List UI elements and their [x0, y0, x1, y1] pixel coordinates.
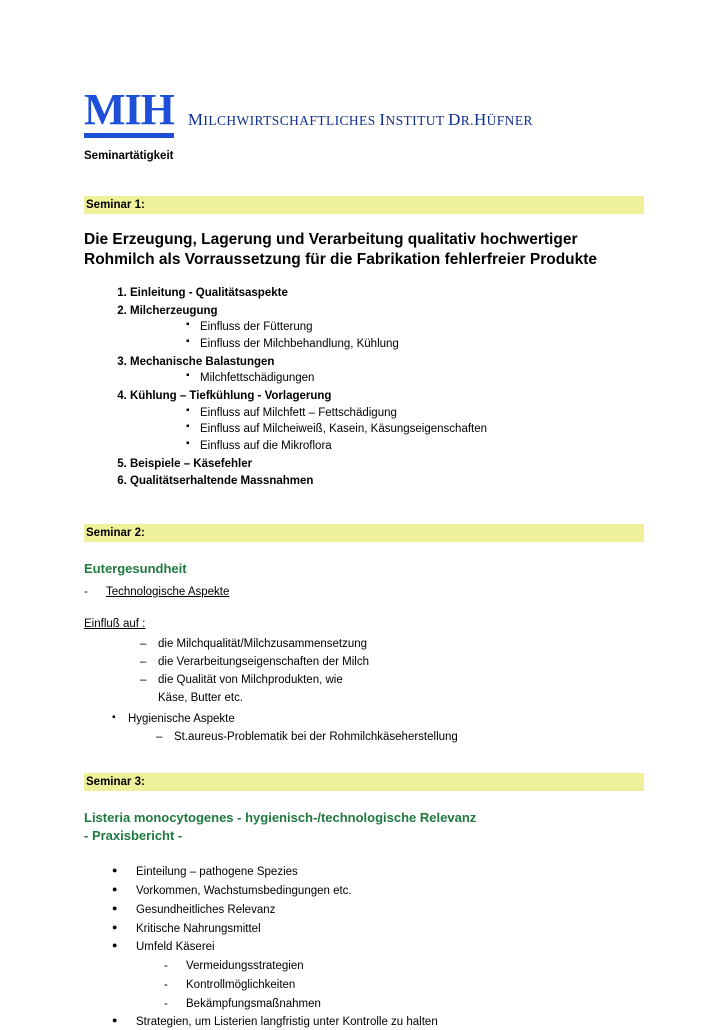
list-item: [140, 654, 644, 672]
list-item-label: Kühlung – Tiefkühlung - Vorlagerung: [130, 389, 332, 402]
letterhead: [84, 80, 644, 136]
list-item-label: Qualitätserhaltende Massnahmen: [130, 475, 314, 488]
list-item: [186, 336, 644, 353]
list-item: [186, 319, 644, 336]
seminar-3-list: [84, 863, 644, 1030]
sublist-item-label: Kontrollmöglichkeiten: [186, 978, 296, 991]
institute-name-text: MILCHWIRTSCHAFTLICHES INSTITUT DR.HÜFNER: [187, 110, 533, 129]
list-item: [186, 405, 644, 422]
sublist-item-label: Einfluss auf Milcheiweiß, Kasein, Käsungseigenschaften: [200, 423, 488, 436]
seminar-3-title: [84, 809, 644, 845]
sublist-item-label: Einfluss der Milchbehandlung, Kühlung: [200, 337, 399, 350]
sublist-item-label: Einfluss auf Milchfett – Fettschädigung: [200, 406, 397, 419]
list-item: [112, 711, 644, 747]
list-item-label: die Milchqualität/Milchzusammensetzung: [158, 638, 368, 651]
seminar-2-dash-item: [84, 586, 644, 598]
document-content: [84, 80, 644, 1030]
sublist-item-label: Einfluss der Fütterung: [200, 321, 313, 334]
list-item: [112, 901, 644, 920]
seminar-2-influence-continuation: Käse, Butter etc.: [158, 691, 244, 704]
list-item: [164, 976, 644, 995]
seminar-2-band: Seminar 2:: [84, 524, 644, 542]
list-item-label: die Qualität von Milchprodukten, wie: [158, 673, 343, 686]
list-item-label: Umfeld Käserei: [136, 941, 215, 954]
list-item: [130, 388, 644, 455]
document-subtitle: Seminartätigkeit: [84, 150, 174, 162]
list-item-label: Kritische Nahrungsmittel: [136, 922, 261, 935]
sublist-item-label: Vermeidungsstrategien: [186, 960, 304, 973]
list-item: [112, 863, 644, 882]
list-item: [156, 729, 644, 747]
list-item: [130, 285, 644, 302]
sublist-item-label: St.aureus-Problematik bei der Rohmilchkäseherstellung: [174, 731, 458, 744]
mih-logo-text: MIH: [84, 85, 174, 134]
seminar-2-title: Eutergesundheit: [84, 560, 187, 576]
seminar-3-title-line2: - Praxisbericht -: [84, 828, 183, 844]
seminar-3-band: Seminar 3:: [84, 773, 644, 791]
sublist: [136, 957, 644, 1013]
list-item: [130, 456, 644, 473]
list-item-label: Milcherzeugung: [130, 304, 218, 317]
seminar-1-list: [84, 285, 644, 490]
sublist-item-label: Bekämpfungsmaßnahmen: [186, 997, 321, 1010]
list-item-label: Beispiele – Käsefehler: [130, 457, 253, 470]
dash-marker: -: [84, 586, 88, 599]
seminar-1-band: Seminar 1:: [84, 196, 644, 214]
list-item: [164, 957, 644, 976]
list-item: [130, 354, 644, 387]
list-item: [186, 370, 644, 387]
list-item: [112, 938, 644, 1013]
list-item: [112, 920, 644, 939]
seminar-1-title: Die Erzeugung, Lagerung und Verarbeitung qualitativ hochwertiger Rohmilch als Vorraussetzung für die Fabrikation fehlerfreier Produkte: [84, 231, 598, 269]
list-item: [186, 421, 644, 438]
list-item: [130, 473, 644, 490]
seminar-2-influence-list: [84, 636, 644, 689]
mih-logo: [84, 85, 174, 138]
sublist-item-label: Milchfettschädigungen: [200, 372, 315, 385]
dash-item-label: Technologische Aspekte: [106, 586, 230, 599]
seminar-3-title-line1: Listeria monocytogenes - hygienisch-/technologische Relevanz: [84, 810, 477, 826]
list-item: [112, 1013, 644, 1030]
seminar-2-square-list: [84, 711, 644, 747]
list-item-label: Vorkommen, Wachstumsbedingungen etc.: [136, 885, 352, 898]
sublist: [128, 729, 644, 747]
sublist-item-label: Einfluss auf die Mikroflora: [200, 439, 332, 452]
list-item-label: Einleitung - Qualitätsaspekte: [130, 286, 288, 299]
list-item: [186, 438, 644, 455]
sublist: [130, 370, 644, 387]
seminar-2-influence-label: Einfluß auf :: [84, 618, 146, 631]
list-item-label: Gesundheitliches Relevanz: [136, 903, 276, 916]
institute-name: [188, 110, 533, 136]
list-item: [164, 995, 644, 1014]
sublist: [130, 405, 644, 455]
list-item-label: Hygienische Aspekte: [128, 713, 235, 726]
list-item-label: Einteilung – pathogene Spezies: [136, 866, 298, 879]
sublist: [130, 319, 644, 352]
list-item-label: Strategien, um Listerien langfristig unter Kontrolle zu halten: [136, 1016, 438, 1029]
list-item: [130, 303, 644, 353]
list-item: [140, 672, 644, 690]
list-item-label: die Verarbeitungseigenschaften der Milch: [158, 655, 369, 668]
list-item: [140, 636, 644, 654]
list-item-label: Mechanische Balastungen: [130, 355, 275, 368]
list-item: [112, 882, 644, 901]
